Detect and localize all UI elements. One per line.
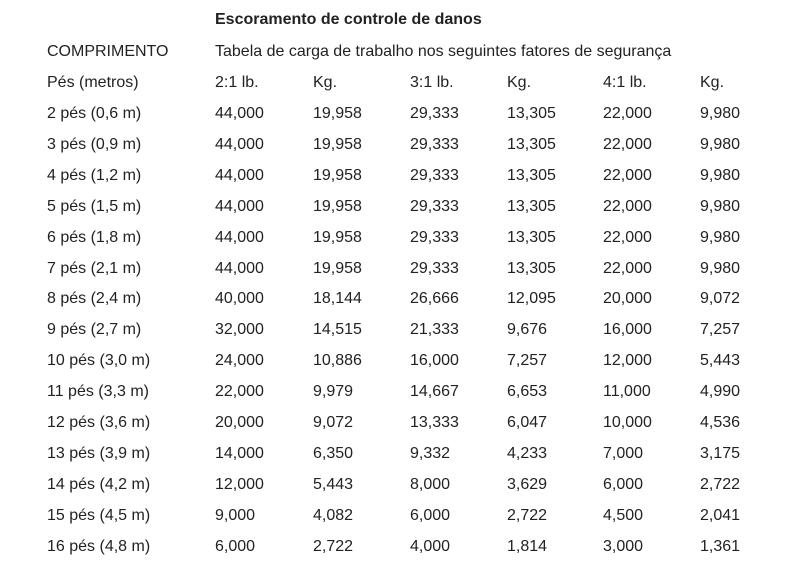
- table-row: [0, 380, 802, 411]
- cell-3to1-lb: 29,333: [410, 105, 459, 122]
- cell-4to1-lb: 20,000: [603, 290, 652, 308]
- cell-3to1-kg: 2,722: [507, 506, 548, 524]
- cell-length: 7 pés (2,1 m): [47, 259, 142, 277]
- column-header-2to1-lb: 2:1 lb.: [215, 74, 259, 91]
- cell-3to1-kg: 3,629: [507, 475, 548, 493]
- cell-4to1-lb: 22,000: [603, 228, 652, 246]
- cell-2to1-kg: 9,072: [313, 414, 354, 431]
- cell-length: 2 pés (0,6 m): [47, 105, 142, 122]
- cell-3to1-lb: 26,666: [410, 290, 459, 308]
- cell-4to1-lb: 22,000: [603, 135, 652, 153]
- cell-4to1-lb: 7,000: [603, 444, 644, 462]
- cell-4to1-lb: 22,000: [603, 105, 652, 122]
- cell-2to1-lb: 44,000: [215, 259, 264, 277]
- cell-3to1-lb: 9,332: [410, 444, 451, 462]
- cell-2to1-lb: 20,000: [215, 414, 264, 431]
- cell-2to1-kg: 19,958: [313, 166, 362, 184]
- cell-2to1-kg: 19,958: [313, 105, 362, 122]
- cell-2to1-lb: 6,000: [215, 537, 256, 555]
- cell-3to1-lb: 14,667: [410, 383, 459, 401]
- column-header-length: Pés (metros): [47, 74, 139, 91]
- cell-3to1-lb: 13,333: [410, 414, 459, 431]
- cell-4to1-lb: 16,000: [603, 321, 652, 339]
- cell-2to1-kg: 19,958: [313, 259, 362, 277]
- cell-4to1-lb: 10,000: [603, 414, 652, 431]
- cell-3to1-lb: 4,000: [410, 537, 451, 555]
- cell-4to1-lb: 4,500: [603, 506, 644, 524]
- cell-2to1-lb: 32,000: [215, 321, 264, 339]
- cell-3to1-kg: 13,305: [507, 197, 556, 215]
- cell-length: 12 pés (3,6 m): [47, 414, 151, 431]
- table-row: [0, 133, 802, 164]
- table-row: [0, 195, 802, 226]
- cell-2to1-kg: 2,722: [313, 537, 354, 555]
- cell-4to1-lb: 11,000: [603, 383, 651, 401]
- cell-length: 3 pés (0,9 m): [47, 135, 142, 153]
- cell-4to1-kg: 9,980: [700, 166, 741, 184]
- cell-3to1-lb: 8,000: [410, 475, 451, 493]
- cell-2to1-lb: 9,000: [215, 506, 256, 524]
- cell-length: 8 pés (2,4 m): [47, 290, 142, 308]
- cell-2to1-lb: 40,000: [215, 290, 264, 308]
- cell-length: 11 pés (3,3 m): [47, 383, 149, 401]
- table-row: [0, 473, 802, 504]
- cell-4to1-lb: 12,000: [603, 352, 652, 370]
- cell-2to1-kg: 18,144: [313, 290, 362, 308]
- cell-2to1-lb: 44,000: [215, 197, 264, 215]
- table-row: [0, 349, 802, 380]
- cell-2to1-lb: 22,000: [215, 383, 264, 401]
- cell-3to1-lb: 29,333: [410, 135, 459, 153]
- cell-2to1-lb: 44,000: [215, 135, 264, 153]
- cell-3to1-kg: 6,653: [507, 383, 548, 401]
- cell-length: 10 pés (3,0 m): [47, 352, 151, 370]
- cell-4to1-kg: 9,980: [700, 105, 741, 122]
- column-header-3to1-kg: Kg.: [507, 74, 532, 91]
- cell-3to1-kg: 12,095: [507, 290, 556, 308]
- cell-3to1-kg: 13,305: [507, 105, 556, 122]
- table-row: [0, 504, 802, 535]
- cell-3to1-kg: 7,257: [507, 352, 548, 370]
- cell-length: 4 pés (1,2 m): [47, 166, 142, 184]
- table-row: [0, 102, 802, 133]
- cell-4to1-kg: 4,536: [700, 414, 741, 431]
- cell-4to1-kg: 5,443: [700, 352, 741, 370]
- cell-2to1-kg: 4,082: [313, 506, 354, 524]
- cell-2to1-kg: 14,515: [313, 321, 362, 339]
- cell-length: 13 pés (3,9 m): [47, 444, 151, 462]
- cell-3to1-lb: 6,000: [410, 506, 451, 524]
- column-header-row: [0, 71, 802, 102]
- cell-4to1-lb: 3,000: [603, 537, 644, 555]
- cell-3to1-kg: 13,305: [507, 135, 556, 153]
- cell-4to1-lb: 22,000: [603, 259, 652, 277]
- table-row: [0, 411, 802, 442]
- cell-4to1-kg: 7,257: [700, 321, 741, 339]
- cell-4to1-kg: 9,072: [700, 290, 741, 308]
- cell-2to1-kg: 6,350: [313, 444, 354, 462]
- load-table-heading: Tabela de carga de trabalho nos seguintes fatores de segurança: [215, 43, 672, 60]
- cell-3to1-lb: 16,000: [410, 352, 459, 370]
- table-row: [0, 164, 802, 195]
- cell-4to1-kg: 2,041: [700, 506, 741, 524]
- cell-4to1-lb: 22,000: [603, 197, 652, 215]
- cell-4to1-lb: 22,000: [603, 166, 652, 184]
- cell-3to1-lb: 29,333: [410, 228, 459, 246]
- cell-length: 6 pés (1,8 m): [47, 228, 142, 246]
- length-heading: COMPRIMENTO: [47, 43, 169, 60]
- cell-2to1-lb: 44,000: [215, 228, 264, 246]
- cell-4to1-kg: 1,361: [700, 537, 741, 555]
- cell-3to1-kg: 13,305: [507, 166, 556, 184]
- cell-3to1-kg: 13,305: [507, 228, 556, 246]
- table-row: [0, 535, 802, 566]
- cell-length: 5 pés (1,5 m): [47, 197, 142, 215]
- cell-length: 14 pés (4,2 m): [47, 475, 151, 493]
- cell-4to1-kg: 9,980: [700, 197, 741, 215]
- cell-3to1-lb: 29,333: [410, 259, 459, 277]
- cell-3to1-lb: 29,333: [410, 197, 459, 215]
- column-header-3to1-lb: 3:1 lb.: [410, 74, 454, 91]
- cell-2to1-kg: 19,958: [313, 197, 362, 215]
- column-header-4to1-lb: 4:1 lb.: [603, 74, 647, 91]
- cell-3to1-kg: 13,305: [507, 259, 556, 277]
- table-row: [0, 287, 802, 318]
- cell-3to1-kg: 4,233: [507, 444, 548, 462]
- table-row: [0, 442, 802, 473]
- cell-4to1-kg: 9,980: [700, 259, 741, 277]
- column-header-2to1-kg: Kg.: [313, 74, 338, 91]
- cell-2to1-kg: 9,979: [313, 383, 354, 401]
- cell-4to1-lb: 6,000: [603, 475, 644, 493]
- cell-4to1-kg: 4,990: [700, 383, 741, 401]
- cell-4to1-kg: 3,175: [700, 444, 741, 462]
- cell-2to1-kg: 10,886: [313, 352, 362, 370]
- cell-2to1-kg: 19,958: [313, 135, 362, 153]
- cell-2to1-kg: 5,443: [313, 475, 354, 493]
- cell-4to1-kg: 9,980: [700, 228, 741, 246]
- cell-length: 16 pés (4,8 m): [47, 537, 151, 555]
- cell-3to1-kg: 1,814: [507, 537, 548, 555]
- cell-2to1-kg: 19,958: [313, 228, 362, 246]
- cell-4to1-kg: 2,722: [700, 475, 741, 493]
- table-row: [0, 318, 802, 349]
- cell-length: 9 pés (2,7 m): [47, 321, 142, 339]
- cell-3to1-kg: 6,047: [507, 414, 548, 431]
- cell-2to1-lb: 44,000: [215, 166, 264, 184]
- table-row: [0, 226, 802, 257]
- cell-3to1-kg: 9,676: [507, 321, 548, 339]
- cell-4to1-kg: 9,980: [700, 135, 741, 153]
- cell-2to1-lb: 12,000: [215, 475, 264, 493]
- cell-3to1-lb: 29,333: [410, 166, 459, 184]
- table-row: [0, 257, 802, 288]
- column-header-4to1-kg: Kg.: [700, 74, 725, 91]
- cell-2to1-lb: 44,000: [215, 105, 264, 122]
- cell-length: 15 pés (4,5 m): [47, 506, 151, 524]
- cell-2to1-lb: 24,000: [215, 352, 264, 370]
- cell-2to1-lb: 14,000: [215, 444, 264, 462]
- table-title: Escoramento de controle de danos: [215, 11, 482, 28]
- cell-3to1-lb: 21,333: [410, 321, 459, 339]
